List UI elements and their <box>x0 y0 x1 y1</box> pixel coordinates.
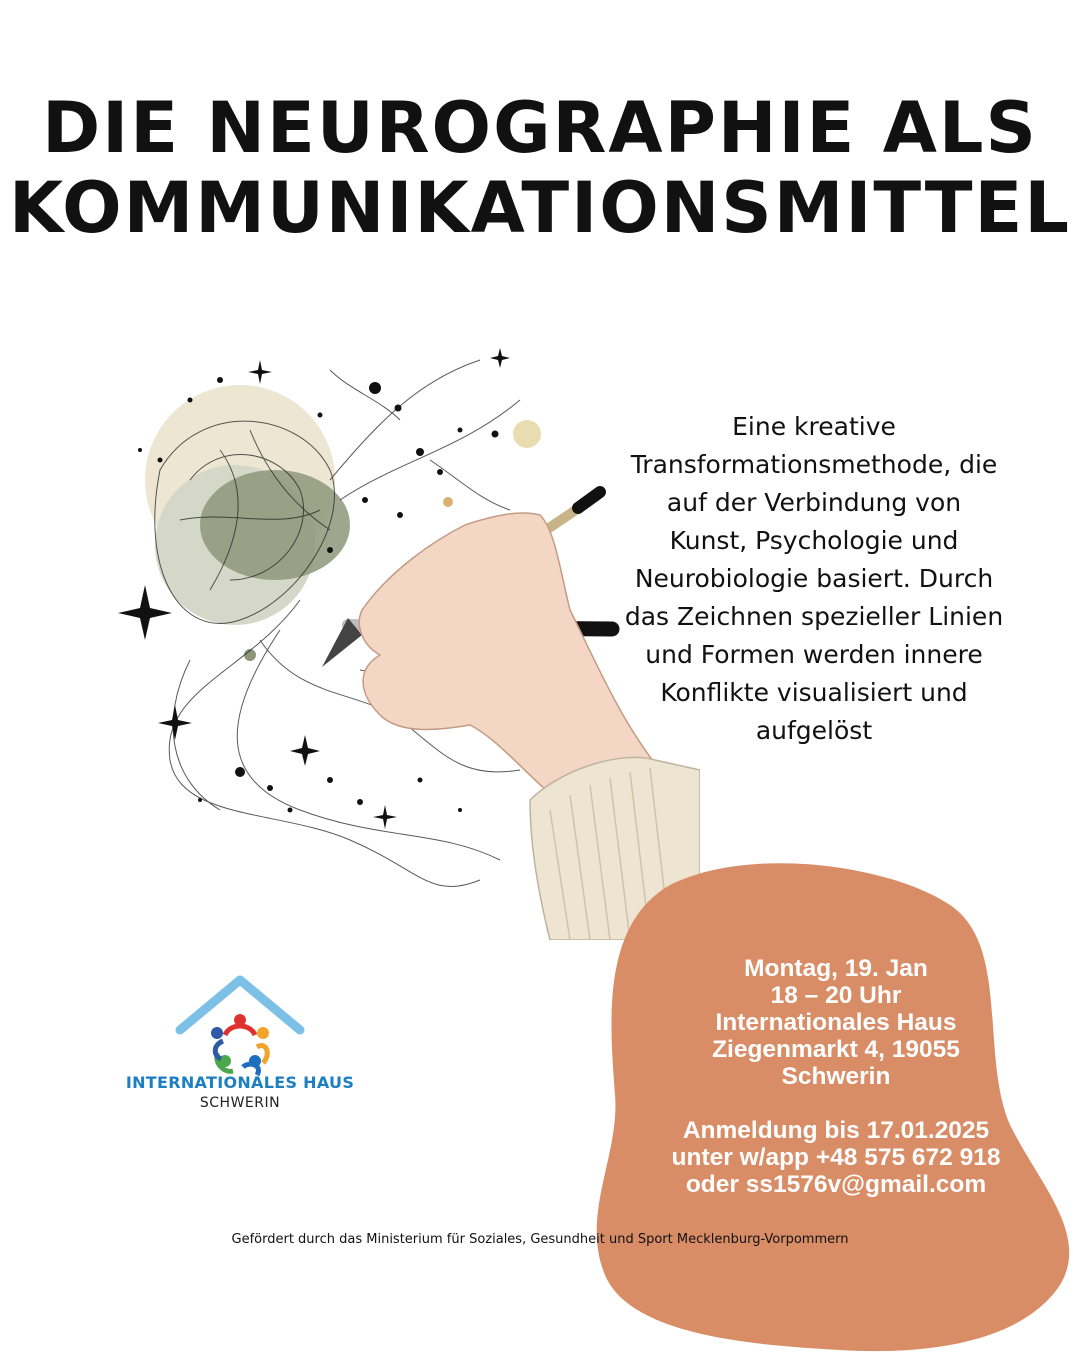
event-time: 18 – 20 Uhr <box>770 982 902 1009</box>
event-whatsapp: unter w/app +48 575 672 918 <box>671 1144 1001 1171</box>
footer-funding-note: Gefördert durch das Ministerium für Soziales, Gesundheit und Sport Mecklenburg-Vorpommern <box>231 1232 849 1247</box>
event-registration: Anmeldung bis 17.01.2025 <box>682 1117 990 1144</box>
title-line-2: KOMMUNIKATIONSMITTEL <box>9 167 1071 249</box>
description-line: und Formen werden innere <box>645 640 983 669</box>
description-line: aufgelöst <box>755 716 873 745</box>
description-line: Transformationsmethode, die <box>630 450 998 479</box>
event-venue: Internationales Haus <box>715 1009 957 1036</box>
spacer <box>640 1090 1032 1117</box>
description-line: Neurobiologie basiert. Durch <box>634 564 994 593</box>
people-circle-icon <box>211 1014 269 1075</box>
small-orange-dot <box>443 497 453 507</box>
small-gold-circle <box>513 420 541 448</box>
logo-name: INTERNATIONALES HAUS <box>125 1073 355 1092</box>
event-address: Ziegenmarkt 4, 19055 <box>712 1036 960 1063</box>
event-day: Montag, 19. Jan <box>744 955 928 982</box>
event-email[interactable]: oder ss1576v@gmail.com <box>685 1171 987 1198</box>
poster-title <box>0 88 1080 248</box>
description-line: Kunst, Psychologie und <box>669 526 959 555</box>
description-line: Konflikte visualisiert und <box>660 678 968 707</box>
description <box>620 408 1008 750</box>
description-line: auf der Verbindung von <box>666 488 962 517</box>
event-city: Schwerin <box>781 1063 891 1090</box>
hand-drawing-illustration <box>100 340 700 940</box>
logo-city: SCHWERIN <box>199 1095 281 1111</box>
sage-circle <box>200 470 350 580</box>
description-line: Eine kreative <box>732 412 896 441</box>
description-line: das Zeichnen spezieller Linien <box>624 602 1004 631</box>
title-line-1: DIE NEUROGRAPHIE ALS <box>42 87 1038 169</box>
event-details <box>640 955 1032 1198</box>
